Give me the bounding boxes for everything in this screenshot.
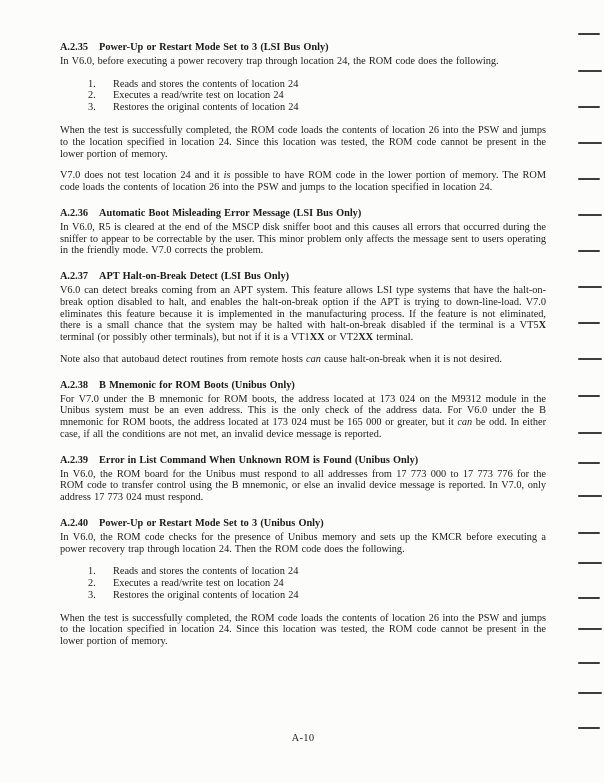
list-item: [60, 90, 546, 102]
list-item-number: 2.: [88, 90, 96, 102]
section-title: Power-Up or Restart Mode Set to 3 (Unibus Only): [99, 517, 324, 529]
list-item: [60, 102, 546, 114]
list-item-text: Restores the original contents of location 24: [113, 102, 299, 114]
section-heading-a240: [60, 518, 546, 530]
list-item-text: Executes a read/write test on location 24: [113, 90, 284, 102]
text-segment: be odd. In either case, if all the conditions are not met, an invalid device message is reported.: [60, 417, 546, 440]
page-number: A-10: [291, 733, 315, 744]
list-item-text: Reads and stores the contents of location 24: [113, 566, 299, 578]
edge-mark: [578, 33, 600, 35]
section-number: A.2.36: [60, 207, 89, 219]
edge-mark: [578, 214, 602, 216]
edge-mark: [578, 70, 602, 72]
section-number: A.2.40: [60, 517, 89, 529]
edge-mark: [578, 432, 602, 434]
edge-mark: [578, 106, 600, 108]
edge-mark: [578, 286, 602, 288]
edge-mark: [578, 727, 600, 729]
text-segment: possible to have ROM code in the lower portion of memory. The ROM code loads the contents of location 26 into the PSW and jumps to the location specified in location 24.: [60, 170, 546, 194]
edge-mark: [578, 322, 600, 324]
italic-text: is: [223, 170, 231, 182]
text-segment: terminal.: [373, 332, 414, 344]
edge-mark: [578, 358, 602, 360]
page-content: [60, 42, 546, 648]
list-item: [60, 566, 546, 578]
section-heading-a239: [60, 455, 546, 467]
list-item: [60, 578, 546, 590]
list-item-text: Restores the original contents of location 24: [113, 589, 299, 601]
bold-text: XX: [358, 332, 374, 344]
list-item-text: Executes a read/write test on location 24: [113, 578, 284, 590]
section-title: Automatic Boot Misleading Error Message (LSI Bus Only): [99, 207, 362, 219]
section-number: A.2.37: [60, 271, 89, 283]
paragraph: In V6.0, R5 is cleared at the end of the MSCP disk sniffer boot and this causes all errors that occurred during the sniffer to appear to be correctable by the user. This minor problem only affects the message sent to users operating in the friendly mode. V7.0 corrects the problem.: [60, 221, 546, 257]
section-number: A.2.35: [60, 42, 89, 53]
paragraph: [60, 394, 546, 441]
list-item-number: 3.: [88, 102, 96, 114]
paragraph: [60, 170, 546, 194]
text-segment: V6.0 can detect breaks coming from an APT system. This feature allows LSI type systems that have the halt-on-break option disabled to halt, and enables the halt-on-break option if the APT is trying to down-line-load. V7.0 eliminates this feature because it is implemented in the manufacturing process. If the feature is not eliminated, there is a small chance that the system may be halted with halt-on-break disabled if the terminal is a VT5: [60, 284, 546, 332]
edge-mark: [578, 250, 600, 252]
list-item-text: Reads and stores the contents of location 24: [113, 78, 299, 90]
list-item-number: 2.: [88, 578, 96, 590]
edge-mark: [578, 395, 600, 397]
bold-text: X: [538, 320, 546, 332]
section-heading-a236: [60, 208, 546, 220]
edge-mark: [578, 662, 600, 664]
section-number: A.2.38: [60, 379, 89, 391]
section-title: APT Halt-on-Break Detect (LSI Bus Only): [99, 271, 290, 283]
section-title: Power-Up or Restart Mode Set to 3 (LSI Bus Only): [99, 42, 329, 53]
note-paragraph: [60, 354, 546, 366]
text-segment: Note also that autobaud detect routines from remote hosts: [60, 353, 307, 365]
paragraph: In V6.0, the ROM code checks for the presence of Unibus memory and sets up the KMCR before executing a power recovery trap through location 24. Then the ROM code does the following.: [60, 531, 546, 555]
list-item-number: 1.: [88, 566, 96, 578]
paragraph: In V6.0, the ROM board for the Unibus must respond to all addresses from 17 773 000 to 17 773 776 for the ROM code to transfer control using the B mnemonic, or else an invalid device message is reported. In V7.0, only address 17 773 024 must respond.: [60, 468, 546, 504]
list-item-number: 3.: [88, 589, 96, 601]
section-number: A.2.39: [60, 454, 89, 466]
section-title: B Mnemonic for ROM Boots (Unibus Only): [99, 379, 295, 391]
list-item-number: 1.: [88, 78, 96, 90]
bold-text: XX: [309, 332, 325, 344]
section-title: Error in List Command When Unknown ROM is Found (Unibus Only): [99, 454, 419, 466]
edge-mark: [578, 532, 600, 534]
edge-mark: [578, 562, 602, 564]
edge-mark: [578, 495, 602, 497]
paragraph: [60, 285, 546, 344]
ordered-list: [60, 566, 546, 601]
text-segment: cause halt-on-break when it is not desired.: [320, 353, 502, 365]
edge-mark: [578, 597, 600, 599]
edge-mark: [578, 462, 600, 464]
edge-mark: [578, 692, 602, 694]
text-segment: terminal (or possibly other terminals), but not if it is a VT1: [60, 332, 310, 344]
edge-mark: [578, 628, 602, 630]
section-heading-a238: [60, 380, 546, 392]
section-heading-a237: [60, 271, 546, 283]
edge-mark: [578, 142, 602, 144]
text-segment: or VT2: [324, 332, 359, 344]
italic-text: can: [306, 353, 321, 365]
italic-text: can: [457, 417, 473, 429]
ordered-list: [60, 79, 546, 114]
list-item: [60, 590, 546, 602]
paragraph: When the test is successfully completed, the ROM code loads the contents of location 26 into the PSW and jumps to the location specified in location 24. Since this location was tested, the ROM code cannot be present in the lower portion of memory.: [60, 124, 546, 160]
paragraph: In V6.0, before executing a power recovery trap through location 24, the ROM code does the following.: [60, 55, 499, 67]
edge-mark: [578, 178, 600, 180]
list-item: [60, 79, 546, 91]
paragraph: When the test is successfully completed, the ROM code loads the contents of location 26 into the PSW and jumps to the location specified in location 24. Since this location was tested, the ROM code cannot be present in the lower portion of memory.: [60, 612, 546, 648]
text-segment: V7.0 does not test location 24 and it: [60, 170, 224, 182]
text-segment: For V7.0 under the B mnemonic for ROM boots, the address located at 173 024 on the M9312 module in the Unibus system must be an even address. This is the only check of the address data. For V6.0 under the B mnemonic for ROM boots, the address located at 173 024 must be 165 000 or greater, but it: [60, 393, 546, 429]
section-heading-a235: [60, 42, 546, 54]
